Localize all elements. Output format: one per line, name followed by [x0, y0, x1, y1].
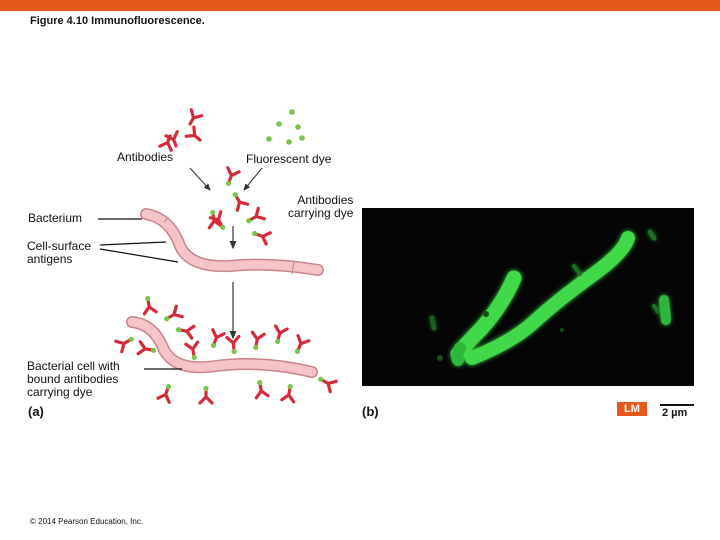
lm-badge: LM — [617, 402, 647, 416]
figure-title: Figure 4.10 Immunofluorescence. — [30, 15, 205, 27]
antibodies-with-dye-cluster — [206, 168, 270, 244]
scale-bar — [660, 404, 694, 406]
label-bacterial-cell-bound: Bacterial cell with bound antibodies carrying dye — [27, 359, 120, 399]
scale-bar-label: 2 µm — [662, 407, 688, 419]
label-cell-surface-antigens: Cell-surface antigens — [27, 239, 92, 266]
free-antibodies — [160, 110, 204, 151]
bacterium-unlabeled — [146, 214, 318, 274]
label-antibodies-carrying-dye: Antibodies carrying dye — [288, 193, 354, 220]
bacterium-labeled — [116, 295, 337, 403]
fluorescent-dye-particles — [266, 109, 305, 145]
copyright: © 2014 Pearson Education, Inc. — [30, 517, 144, 526]
label-bacterium: Bacterium — [28, 211, 83, 225]
label-antibodies: Antibodies — [117, 150, 174, 164]
label-fluorescent-dye: Fluorescent dye — [246, 152, 332, 166]
panel-label-b: (b) — [362, 404, 379, 419]
fluorescence-micrograph — [362, 208, 694, 386]
panel-label-a: (a) — [28, 404, 44, 419]
